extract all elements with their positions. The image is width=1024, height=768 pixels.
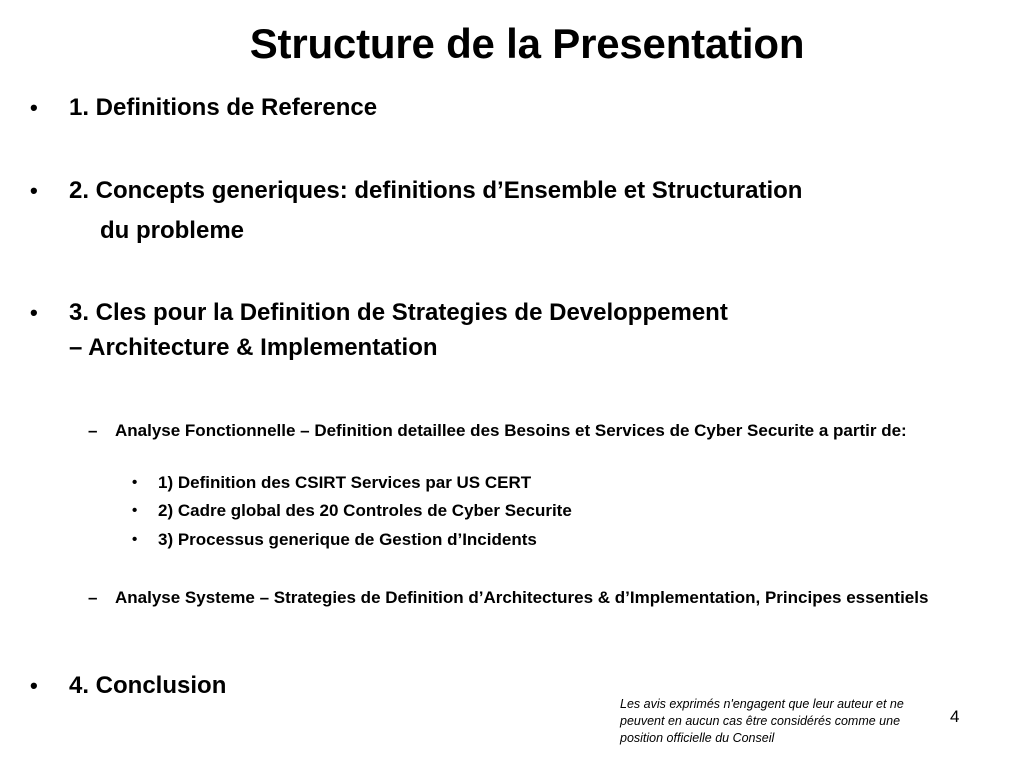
list-item-text: – Architecture & Implementation: [69, 334, 438, 361]
sub-sub-item-text: 3) Processus generique de Gestion d’Incidents: [158, 530, 537, 549]
dash-icon: –: [88, 588, 98, 607]
list-item-text: 2. Concepts generiques: definitions d’Ensemble et Structuration: [69, 177, 803, 204]
sub-sub-item-text: 2) Cadre global des 20 Controles de Cyber Securite: [158, 501, 572, 520]
page-number: 4: [950, 707, 960, 726]
bullet-icon: •: [132, 474, 138, 491]
list-item-text: 1. Definitions de Reference: [69, 94, 378, 121]
list-item-text: du probleme: [100, 217, 245, 244]
dash-icon: –: [88, 421, 98, 440]
bullet-icon: •: [30, 95, 38, 120]
bullet-icon: •: [30, 178, 38, 203]
bullet-icon: •: [30, 300, 38, 325]
sub-item-text: Analyse Systeme – Strategies de Definition d’Architectures & d’Implementation, Principes essentiels: [115, 588, 929, 607]
sub-sub-item-text: 1) Definition des CSIRT Services par US CERT: [158, 473, 532, 492]
list-item-text: 3. Cles pour la Definition de Strategies de Developpement: [69, 299, 728, 326]
bullet-icon: •: [30, 673, 38, 698]
sub-item-text: Analyse Fonctionnelle – Definition detaillee des Besoins et Services de Cyber Securite a partir de:: [115, 421, 907, 440]
bullet-icon: •: [132, 531, 138, 548]
slide-title: Structure de la Presentation: [249, 20, 805, 67]
disclaimer-note: Les avis exprimés n'engagent que leur auteur et ne peuvent en aucun cas être considérés comme une position officielle du Conseil: [620, 697, 904, 745]
bullet-icon: •: [132, 502, 138, 519]
list-item-text: 4. Conclusion: [69, 672, 227, 699]
